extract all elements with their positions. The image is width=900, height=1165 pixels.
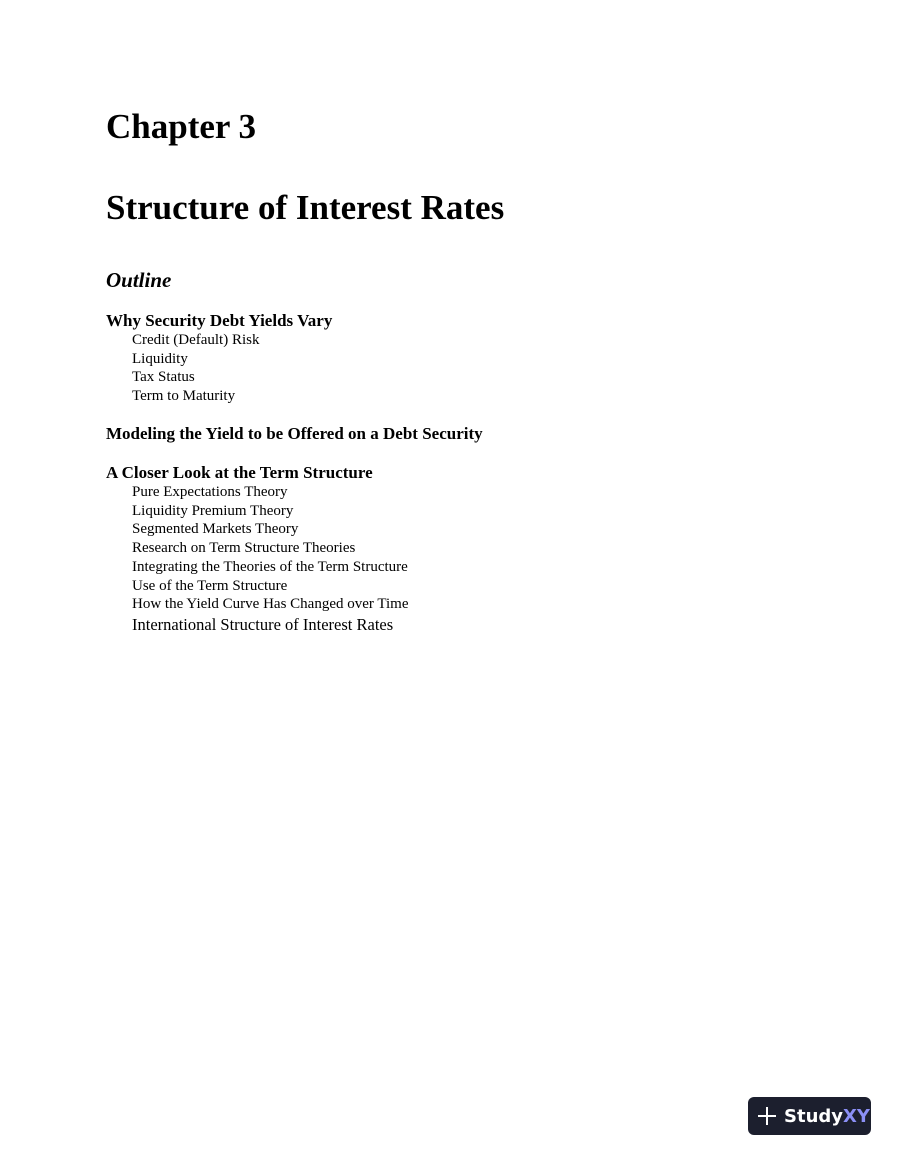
list-item: International Structure of Interest Rates — [132, 614, 394, 634]
list-item: Research on Term Structure Theories — [132, 540, 356, 557]
list-item: How the Yield Curve Has Changed over Time — [132, 596, 409, 613]
chapter-title: Structure of Interest Rates — [106, 188, 505, 227]
section-heading: A Closer Look at the Term Structure — [106, 463, 373, 482]
outline-label: Outline — [106, 268, 172, 292]
studyxy-watermark[interactable] — [748, 1097, 871, 1135]
brand-accent: XY — [843, 1105, 870, 1127]
list-item: Term to Maturity — [132, 388, 236, 405]
list-item: Tax Status — [132, 369, 195, 386]
section-item-list — [132, 331, 259, 406]
list-item: Use of the Term Structure — [132, 577, 288, 594]
chapter-heading: Chapter 3 — [106, 107, 257, 146]
list-item: Segmented Markets Theory — [132, 521, 299, 538]
section-heading: Modeling the Yield to be Offered on a Debt Security — [106, 424, 483, 443]
brand-name: Study — [784, 1105, 844, 1127]
list-item: Pure Expectations Theory — [132, 484, 288, 500]
section-heading: Why Security Debt Yields Vary — [106, 311, 333, 330]
list-item: Credit (Default) Risk — [132, 332, 260, 348]
list-item: Liquidity Premium Theory — [132, 502, 294, 519]
plus-icon — [756, 1105, 778, 1127]
list-item: Integrating the Theories of the Term Structure — [132, 558, 408, 575]
list-item: Liquidity — [132, 350, 188, 367]
section-item-list — [132, 483, 409, 636]
